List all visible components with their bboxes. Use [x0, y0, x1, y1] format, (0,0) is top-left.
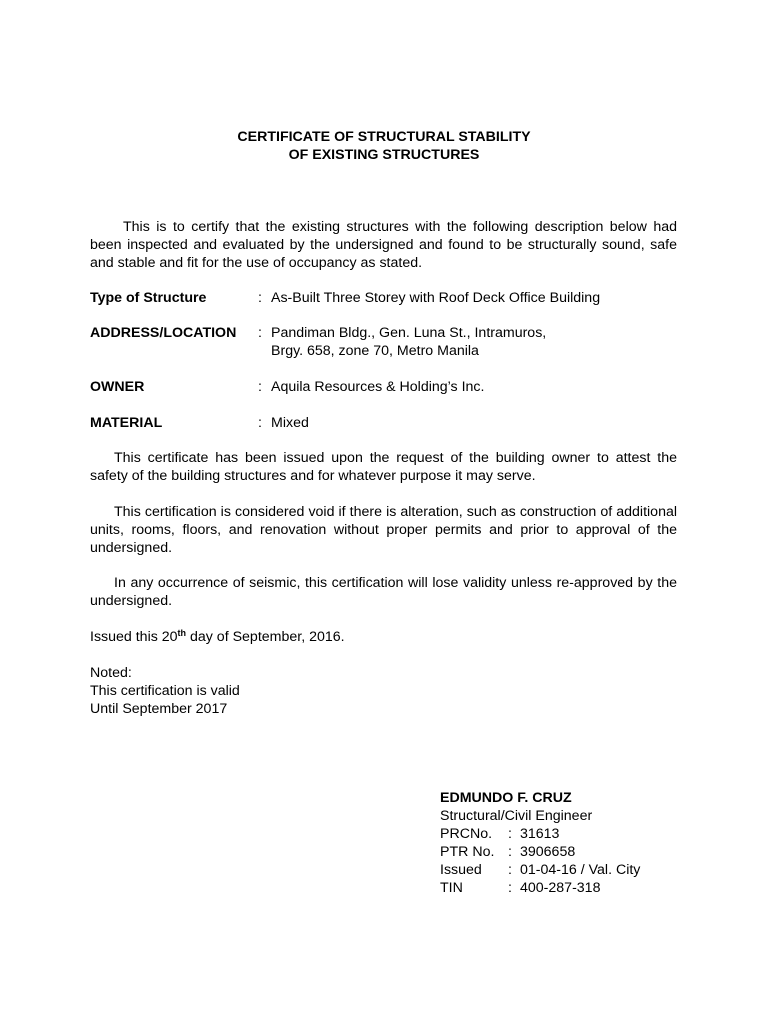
issued-date-ordinal: th [177, 628, 187, 638]
noted-label: Noted: [90, 665, 132, 681]
material-value: Mixed [271, 415, 309, 431]
address-label: ADDRESS/LOCATION [90, 325, 237, 341]
tin-colon: : [508, 880, 512, 896]
type-of-structure-label: Type of Structure [90, 290, 207, 306]
address-colon: : [258, 325, 262, 341]
issued-value: 01-04-16 / Val. City [520, 862, 641, 878]
tin-label: TIN [440, 880, 463, 896]
certificate-title-line-2: OF EXISTING STRUCTURES [288, 147, 480, 163]
prc-value: 31613 [520, 826, 560, 842]
ptr-label: PTR No. [440, 844, 495, 860]
type-of-structure-value: As-Built Three Storey with Roof Deck Office Building [271, 290, 601, 306]
issued-colon: : [508, 862, 512, 878]
tin-value: 400-287-318 [520, 880, 601, 896]
type-of-structure-colon: : [258, 290, 262, 306]
owner-value: Aquila Resources & Holding’s Inc. [271, 379, 485, 395]
ptr-value: 3906658 [520, 844, 576, 860]
owner-label: OWNER [90, 379, 145, 395]
address-value-line-2: Brgy. 658, zone 70, Metro Manila [271, 343, 479, 359]
material-label: MATERIAL [90, 415, 163, 431]
noted-validity-line-2: Until September 2017 [90, 701, 228, 717]
owner-colon: : [258, 379, 262, 395]
ptr-colon: : [508, 844, 512, 860]
prc-label: PRCNo. [440, 826, 493, 842]
address-value-line-1: Pandiman Bldg., Gen. Luna St., Intramuros, [271, 325, 547, 341]
signatory-name: EDMUNDO F. CRUZ [440, 790, 572, 806]
request-paragraph: This certificate has been issued upon the request of the building owner to attest the safety of the building structures and for whatever purpose it may serve. [90, 450, 677, 484]
noted-validity-line-1: This certification is valid [90, 683, 240, 699]
issued-date-line [90, 628, 345, 646]
void-paragraph: This certification is considered void if there is alteration, such as construction of additional units, rooms, floors, and renovation without proper permits and prior to approval of the undersigned. [90, 504, 677, 556]
issued-label: Issued [440, 862, 482, 878]
issued-date-prefix: Issued this 20 [90, 629, 178, 645]
prc-colon: : [508, 826, 512, 842]
issued-date-rest: day of September, 2016. [186, 629, 345, 645]
signatory-title: Structural/Civil Engineer [440, 808, 593, 824]
material-colon: : [258, 415, 262, 431]
certificate-title-line-1: CERTIFICATE OF STRUCTURAL STABILITY [237, 129, 531, 145]
seismic-paragraph: In any occurrence of seismic, this certification will lose validity unless re-approved by the undersigned. [90, 575, 677, 609]
intro-paragraph: This is to certify that the existing structures with the following description below had been inspected and evaluated by the undersigned and found to be structurally sound, safe and stable and fit for the use of occupancy as stated. [90, 219, 677, 271]
